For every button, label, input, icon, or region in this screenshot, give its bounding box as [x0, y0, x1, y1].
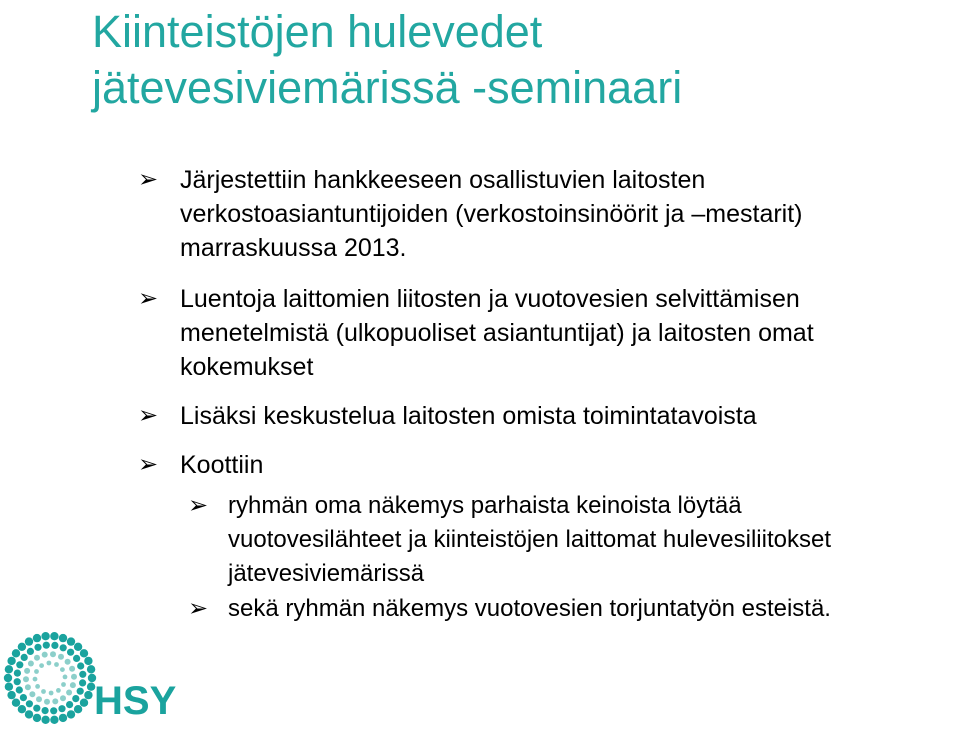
- logo-dot: [5, 683, 13, 691]
- logo-dot: [14, 678, 21, 685]
- hsy-logo: [2, 618, 182, 726]
- logo-dot: [60, 695, 66, 701]
- logo-dot: [66, 690, 72, 696]
- sub-bullet-text: jätevesiviemärissä: [228, 560, 425, 587]
- logo-dot: [63, 675, 68, 680]
- logo-dot: [80, 649, 88, 657]
- logo-dot: [44, 699, 50, 705]
- logo-dot: [7, 657, 15, 665]
- logo-dot: [72, 695, 79, 702]
- logo-dot: [16, 686, 23, 693]
- bullet-text: Järjestettiin hankkeeseen osallistuvien laitosten: [180, 166, 706, 194]
- sub-bullet-text: ryhmän oma näkemys parhaista keinoista löytää: [228, 492, 742, 519]
- logo-dot: [56, 688, 61, 693]
- logo-dot: [66, 701, 73, 708]
- logo-dot: [33, 705, 40, 712]
- logo-dot: [42, 652, 48, 658]
- logo-dot: [50, 651, 56, 657]
- bullet-arrow-icon: ➢: [138, 285, 159, 312]
- logo-dot: [41, 632, 49, 640]
- logo-dot: [23, 676, 29, 682]
- logo-dot: [54, 662, 59, 667]
- logo-dot: [4, 674, 12, 682]
- logo-dot: [18, 643, 26, 651]
- logo-dot: [36, 696, 42, 702]
- logo-dot: [34, 669, 39, 674]
- sub-bullet-text: sekä ryhmän näkemys vuotovesien torjuntatyön esteistä.: [228, 595, 831, 622]
- bullet-text: Koottiin: [180, 451, 264, 479]
- logo-dot: [20, 694, 27, 701]
- logo-dot: [28, 661, 34, 667]
- logo-dot: [58, 705, 65, 712]
- logo-dot: [50, 716, 58, 724]
- logo-dot: [80, 699, 88, 707]
- bullet-arrow-icon: ➢: [138, 451, 159, 478]
- logo-dot: [67, 637, 75, 645]
- logo-dot: [5, 665, 13, 673]
- logo-dot: [79, 671, 86, 678]
- logo-dot: [52, 698, 58, 704]
- logo-dot: [12, 649, 20, 657]
- logo-dot: [42, 707, 49, 714]
- bullet-arrow-icon: ➢: [188, 492, 209, 519]
- logo-dot: [60, 667, 65, 672]
- logo-dot: [35, 684, 40, 689]
- hsy-dotted-circle-icon: [4, 632, 96, 724]
- logo-dot: [69, 666, 75, 672]
- logo-dot: [39, 663, 44, 668]
- logo-dot: [24, 668, 30, 674]
- bullet-text: verkostoasiantuntijoiden (verkostoinsinöörit ja –mestarit): [180, 200, 803, 228]
- logo-dot: [84, 691, 92, 699]
- hsy-logo-text: HSY: [94, 679, 177, 723]
- sub-bullet-item: [188, 489, 831, 591]
- logo-dot: [25, 637, 33, 645]
- logo-dot: [59, 634, 67, 642]
- bullet-item: [138, 399, 757, 433]
- bullet-item: [138, 282, 814, 384]
- logo-dot: [27, 648, 34, 655]
- logo-dot: [34, 644, 41, 651]
- logo-dot: [18, 705, 26, 713]
- logo-dot: [58, 654, 64, 660]
- bullet-text: Lisäksi keskustelua laitosten omista toimintatavoista: [180, 402, 757, 430]
- logo-dot: [60, 644, 67, 651]
- bullet-arrow-icon: ➢: [138, 402, 159, 429]
- logo-dot: [87, 665, 95, 673]
- logo-dot: [47, 661, 52, 666]
- sub-bullet-text: vuotovesilähteet ja kiinteistöjen laittomat hulevesiliitokset: [228, 526, 831, 553]
- logo-dot: [70, 682, 76, 688]
- logo-dot: [33, 714, 41, 722]
- logo-dot: [79, 679, 86, 686]
- logo-dot: [59, 714, 67, 722]
- logo-dot: [77, 688, 84, 695]
- bullet-arrow-icon: ➢: [138, 166, 159, 193]
- logo-dot: [16, 661, 23, 668]
- logo-dot: [41, 716, 49, 724]
- logo-dot: [77, 662, 84, 669]
- bullet-text: kokemukset: [180, 353, 314, 381]
- logo-dot: [25, 710, 33, 718]
- bullet-text: marraskuussa 2013.: [180, 234, 407, 262]
- logo-dot: [71, 674, 77, 680]
- bullet-text: menetelmistä (ulkopuoliset asiantuntijat) ja laitosten omat: [180, 319, 814, 347]
- logo-dot: [50, 707, 57, 714]
- logo-dot: [7, 691, 15, 699]
- slide-title-line-1: Kiinteistöjen hulevedet: [92, 6, 543, 57]
- logo-dot: [33, 677, 38, 682]
- logo-dot: [12, 699, 20, 707]
- logo-dot: [25, 684, 31, 690]
- logo-dot: [65, 659, 71, 665]
- logo-dot: [26, 700, 33, 707]
- logo-dot: [29, 691, 35, 697]
- logo-dot: [74, 643, 82, 651]
- slide-title-line-2: jätevesiviemärissä -seminaari: [92, 62, 683, 113]
- bullet-item: [138, 163, 803, 265]
- logo-dot: [14, 670, 21, 677]
- logo-dot: [67, 710, 75, 718]
- logo-dot: [74, 705, 82, 713]
- logo-dot: [41, 689, 46, 694]
- logo-dot: [33, 634, 41, 642]
- bullet-arrow-icon: ➢: [188, 595, 209, 622]
- logo-dot: [43, 642, 50, 649]
- logo-dot: [34, 655, 40, 661]
- logo-dot: [84, 657, 92, 665]
- logo-dot: [21, 654, 28, 661]
- logo-dot: [61, 682, 66, 687]
- logo-dot: [51, 642, 58, 649]
- logo-dot: [50, 632, 58, 640]
- bullet-text: Luentoja laittomien liitosten ja vuotovesien selvittämisen: [180, 285, 800, 313]
- logo-dot: [73, 655, 80, 662]
- sub-bullet-item: [188, 592, 831, 626]
- bullet-item: [138, 448, 264, 482]
- slide-title: [92, 4, 952, 116]
- logo-dot: [49, 691, 54, 696]
- logo-dot: [67, 649, 74, 656]
